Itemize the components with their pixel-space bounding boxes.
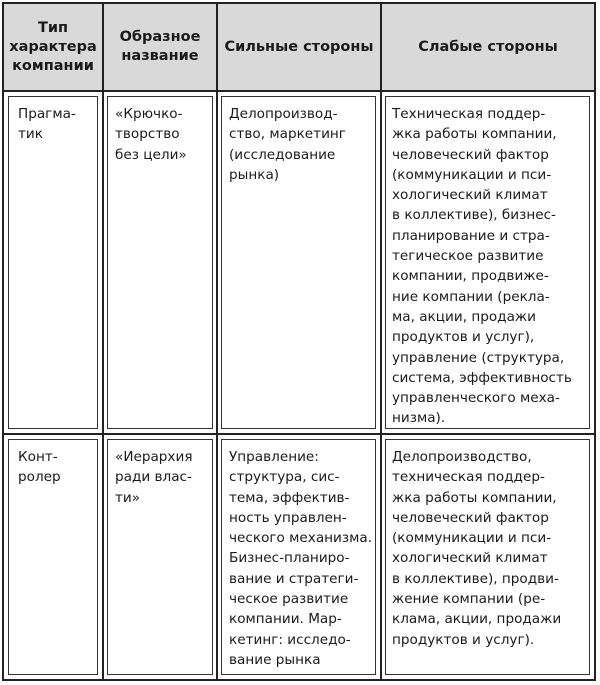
row1-weaknesses: Техническая поддер- жка работы компании, человеческий фактор (коммуникации и пси- хологический климат в коллективе), бизнес- планирование и стра- тегическое развитие компании, продвиже- ние компании (рекла- ма, акции, продажи продуктов и услуг), управление (структура, система, эффективность управленческого меха- низма). [392,106,572,427]
row1-type: Прагма- тик [18,106,76,143]
table-cell-frame [8,96,98,429]
header-company-type: Тип характера компании [9,19,97,74]
row2-type: Конт- ролер [18,449,61,486]
table-header [4,4,594,92]
column-divider [102,4,104,679]
row-divider [4,433,594,435]
header-strengths: Сильные стороны [224,38,374,55]
row2-strengths: Управление: структура, сис- тема, эффектив- ность управлен- ческого механизма. Бизнес-планиро- вание и стратеги- ческое развитие компании. Мар- кетинг: исследо- вание рынка [229,449,373,668]
column-divider [380,4,382,679]
row1-strengths: Делопроизвод- ство, маркетинг (исследование рынка) [229,106,346,183]
comparison-table [2,2,596,681]
header-weaknesses: Слабые стороны [418,38,558,55]
row2-weaknesses: Делопроизводство, техническая поддер- жка работы компании, человеческий фактор (коммуникации и пси- хологический климат в коллективе), продви- жение компании (ре- клама, акции, продажи продуктов и услуг). [392,449,562,648]
header-figurative-name: Образное название [119,29,201,64]
row2-name: «Иерархия ради влас- ти» [115,449,193,506]
row1-name: «Крючко- творство без цели» [115,106,187,163]
column-divider [216,4,218,679]
